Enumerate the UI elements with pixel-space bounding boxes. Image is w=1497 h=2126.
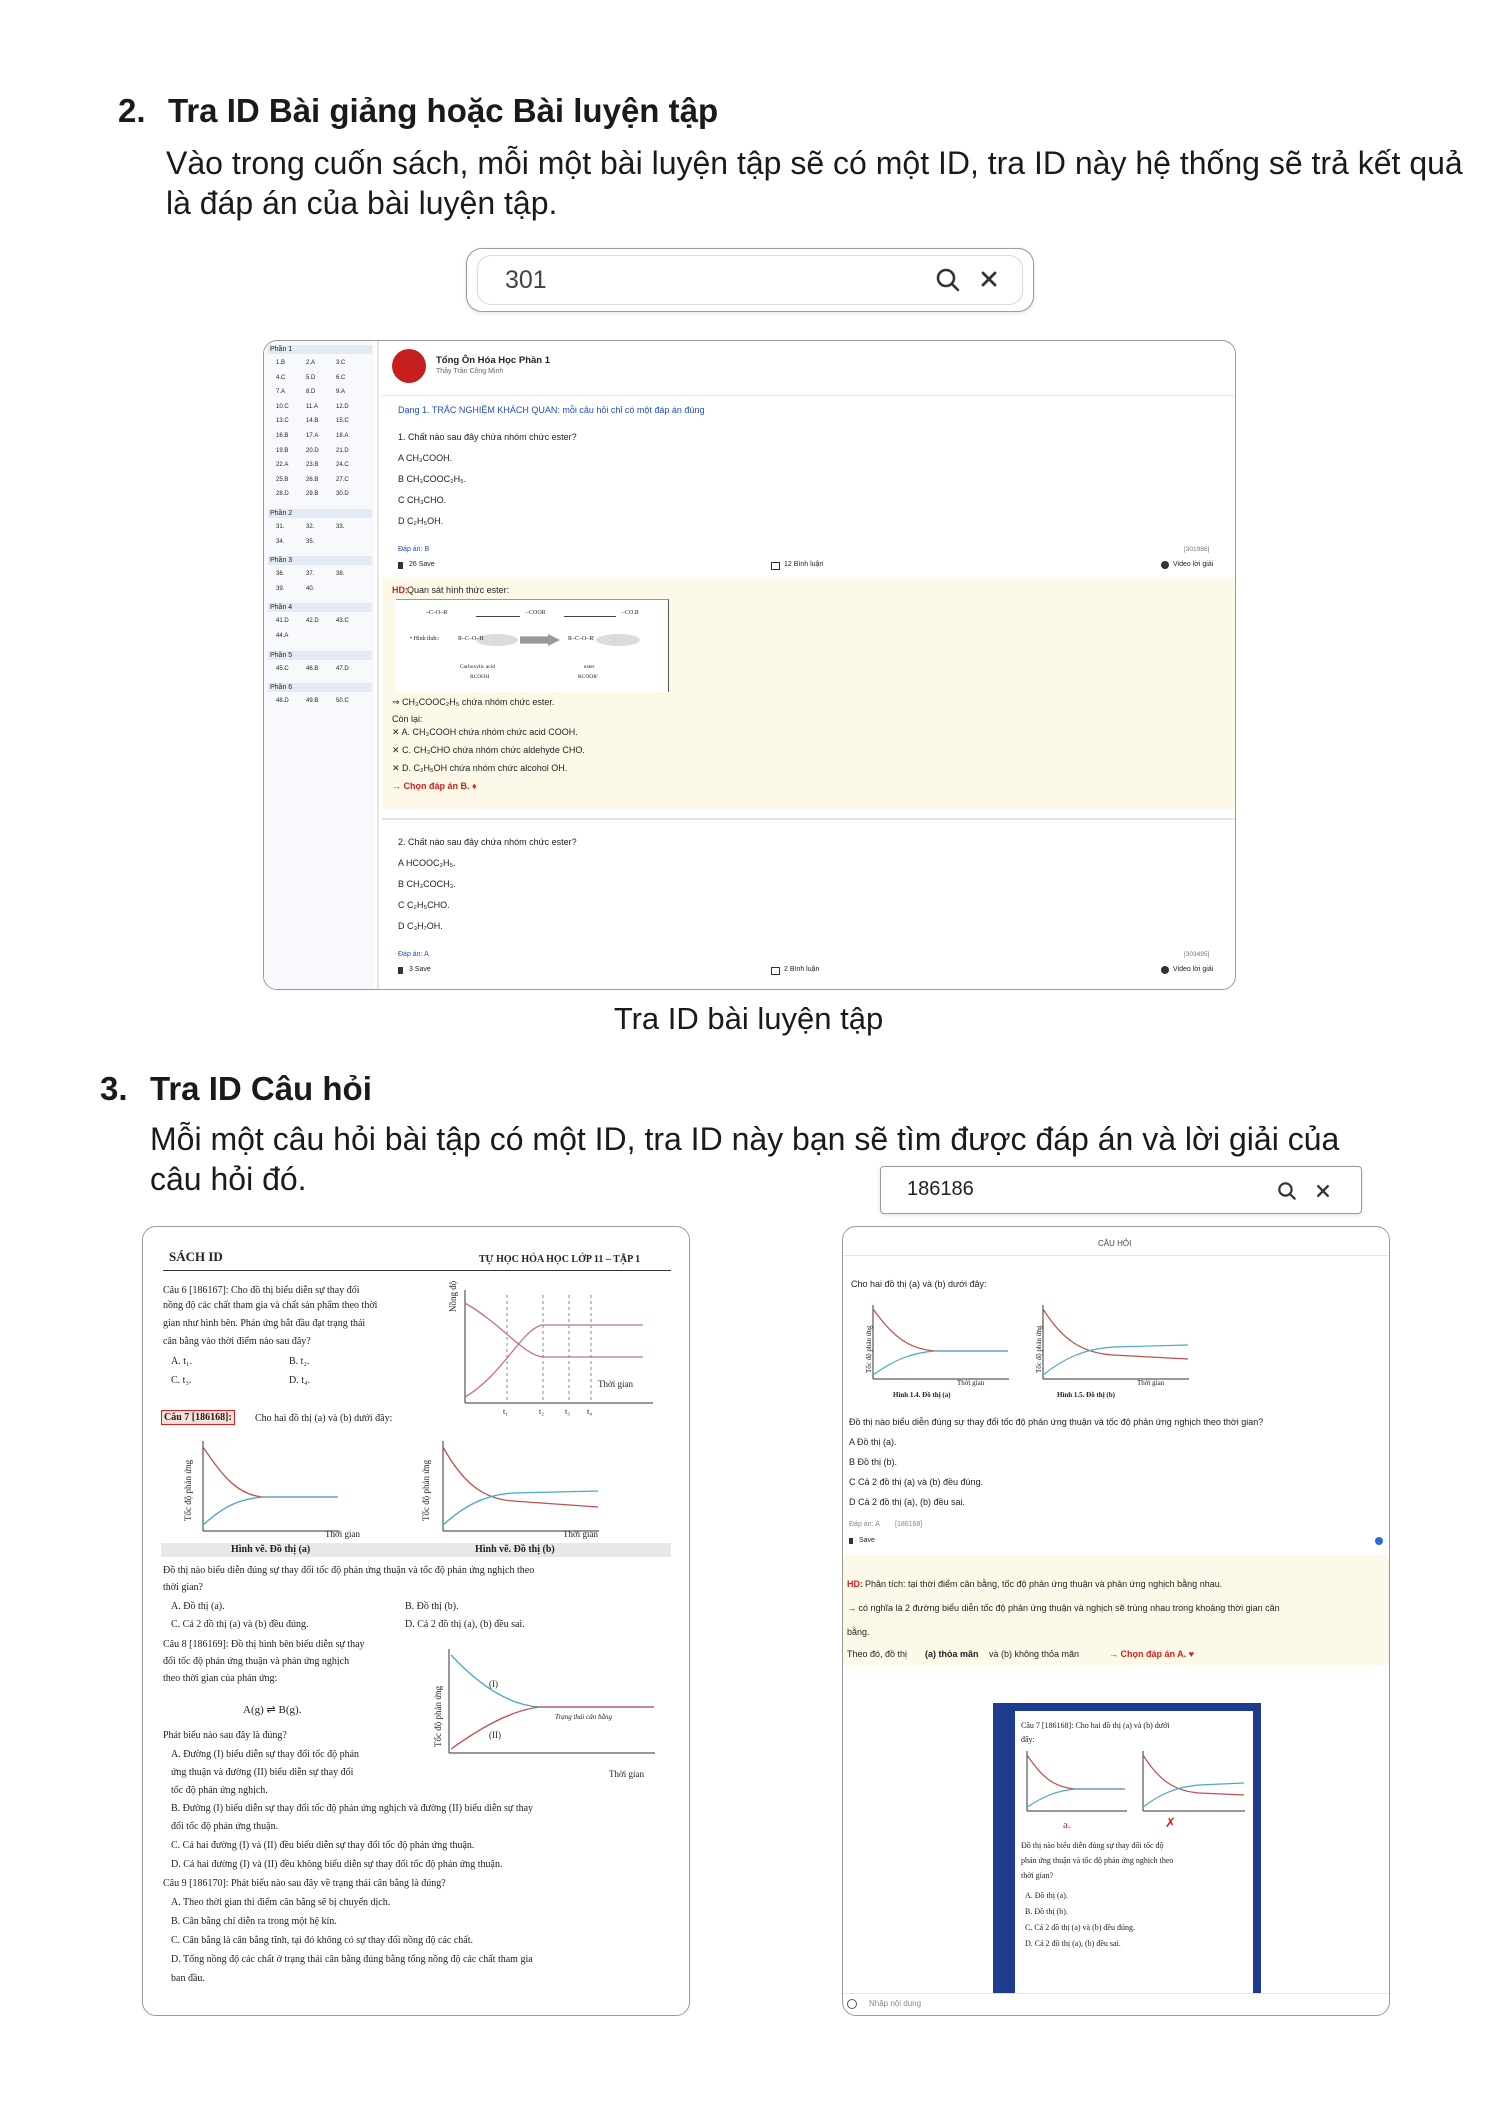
- c7-graph-a: [183, 1437, 343, 1545]
- hd-line5: ✕ D. C₂H₅OH chứa nhóm chức alcohol OH.: [392, 763, 568, 773]
- q1-answer: Đáp án: B: [398, 546, 430, 553]
- q1-option-d[interactable]: D C₂H₅OH.: [398, 516, 444, 526]
- answer-cell[interactable]: 5.D: [306, 374, 316, 381]
- q2-video[interactable]: Video lời giải: [1173, 966, 1214, 973]
- q2-id: [303495]: [1184, 951, 1210, 958]
- answer-cell[interactable]: 27.C: [336, 476, 349, 483]
- close-icon[interactable]: [979, 269, 999, 289]
- comment-icon[interactable]: [771, 967, 780, 975]
- q1-saves[interactable]: 26 Save: [409, 561, 435, 568]
- answer-cell[interactable]: 16.B: [276, 433, 289, 439]
- comment-input-icon[interactable]: [847, 1999, 857, 2009]
- answer-cell[interactable]: 17.A: [306, 433, 319, 439]
- answer-cell[interactable]: 34.: [276, 538, 285, 545]
- hd-line4: ✕ C. CH₃CHO chứa nhóm chức aldehyde CHO.: [392, 745, 585, 755]
- question-search-box[interactable]: [880, 1166, 1362, 1214]
- c6-line4: cân bằng vào thời điểm nào sau đây?: [163, 1336, 311, 1347]
- answer-cell[interactable]: 35.: [306, 538, 315, 545]
- book-logo: SÁCH ID: [169, 1249, 223, 1264]
- section3-desc-2: câu hỏi đó.: [150, 1161, 307, 1197]
- q1-id: [301986]: [1184, 546, 1210, 553]
- answer-cell[interactable]: 13.C: [276, 418, 289, 425]
- answer-cell[interactable]: 18.A: [336, 433, 349, 439]
- answer-cell[interactable]: 43.C: [336, 618, 349, 625]
- hd-line2: Còn lại:: [392, 714, 423, 724]
- answer-cell[interactable]: 32.: [306, 524, 315, 530]
- answer-cell[interactable]: 23.B: [306, 462, 319, 469]
- search-icon[interactable]: [935, 267, 961, 293]
- book-title: Tổng Ôn Hóa Học Phần 1: [436, 355, 551, 366]
- info-icon[interactable]: [1375, 1537, 1383, 1545]
- book-author: Thầy Trần Công Minh: [436, 368, 504, 375]
- q1-option-b[interactable]: B CH₃COOC₂H₅.: [398, 474, 467, 484]
- question-header: CÂU HỎI: [1098, 1239, 1132, 1248]
- book-header: TỰ HỌC HÓA HỌC LỚP 11 – TẬP 1: [479, 1254, 641, 1265]
- q1-comments[interactable]: 12 Bình luận: [784, 561, 824, 568]
- section3-desc-1: Mỗi một câu hỏi bài tập có một ID, tra ID này bạn sẽ tìm được đáp án và lời giải của: [150, 1121, 1340, 1157]
- comment-input[interactable]: Nhập nội dung: [869, 1999, 922, 2008]
- answer-part-header: Phần 2: [268, 509, 372, 518]
- question-save[interactable]: Save: [859, 1537, 875, 1544]
- hd-conclusion: → Chọn đáp án B. ♦: [392, 781, 477, 791]
- answer-cell[interactable]: 8.D: [306, 389, 316, 396]
- answer-cell[interactable]: 4.C: [276, 374, 286, 381]
- answer-cell[interactable]: 14.B: [306, 418, 319, 425]
- hd-text: Quan sát hình thức ester:: [407, 585, 510, 595]
- answer-cell[interactable]: 22.A: [276, 462, 289, 469]
- q2-option-b[interactable]: B CH₃COCH₃.: [398, 879, 456, 889]
- practice-search-input[interactable]: 301: [505, 266, 547, 294]
- q1-option-c[interactable]: C CH₃CHO.: [398, 495, 447, 505]
- section2-title: Tra ID Bài giảng hoặc Bài luyện tập: [168, 92, 719, 129]
- c6-graph: [443, 1285, 663, 1425]
- c6-line3: gian như hình bên. Phản ứng bắt đầu đạt trạng thái: [163, 1318, 366, 1329]
- answer-cell[interactable]: 26.B: [306, 476, 319, 483]
- q1-video[interactable]: Video lời giải: [1173, 561, 1214, 568]
- q2-option-d[interactable]: D C₃H₇OH.: [398, 921, 443, 931]
- answer-part-header: Phần 5: [268, 651, 372, 660]
- answer-key-list: [264, 341, 374, 989]
- practice-caption: Tra ID bài luyện tập: [613, 1001, 884, 1036]
- q2-answer: Đáp án: A: [398, 951, 429, 958]
- answer-cell[interactable]: 40.: [306, 585, 315, 592]
- answer-cell[interactable]: 44.A: [276, 633, 289, 639]
- answer-part-header: Phần 6: [268, 683, 372, 692]
- answer-cell[interactable]: 30.D: [336, 491, 349, 498]
- qa-graph-b: [1033, 1303, 1193, 1389]
- answer-part-header: Phần 3: [268, 556, 372, 565]
- q2-option-c[interactable]: C C₂H₅CHO.: [398, 900, 450, 910]
- close-icon[interactable]: [1315, 1183, 1331, 1199]
- answer-cell[interactable]: 15.C: [336, 418, 349, 425]
- answer-cell[interactable]: 45.C: [276, 665, 289, 672]
- answer-cell[interactable]: 38.: [336, 571, 345, 578]
- search-icon[interactable]: [1277, 1181, 1297, 1201]
- c8-graph: [429, 1645, 659, 1763]
- answer-cell[interactable]: 3.C: [336, 360, 346, 366]
- answer-cell[interactable]: 11.A: [306, 403, 318, 410]
- answer-cell[interactable]: 24.C: [336, 462, 349, 469]
- answer-cell[interactable]: 39.: [276, 585, 285, 592]
- bookmark-icon[interactable]: [398, 967, 403, 974]
- answer-cell[interactable]: 2.A: [306, 360, 316, 366]
- q2-saves[interactable]: 3 Save: [409, 966, 431, 973]
- photo-graphs: [1019, 1749, 1249, 1819]
- answer-part-header: Phần 1: [268, 345, 372, 354]
- answer-cell[interactable]: 12.D: [336, 403, 349, 410]
- answer-cell[interactable]: 6.C: [336, 374, 346, 381]
- c7-tag: Câu 7 [186168]:: [161, 1410, 235, 1425]
- answer-cell[interactable]: 37.: [306, 571, 315, 578]
- practice-screenshot: [263, 340, 1236, 990]
- practice-search-box[interactable]: [466, 248, 1034, 312]
- hd-line1: ⇒ CH₃COOC₂H₅ chứa nhóm chức ester.: [392, 697, 555, 707]
- bookmark-icon[interactable]: [849, 1538, 853, 1544]
- section-heading: Dạng 1. TRẮC NGHIỆM KHÁCH QUAN: mỗi câu hỏi chỉ có một đáp án đúng: [398, 405, 705, 415]
- play-icon[interactable]: [1161, 966, 1169, 974]
- answer-cell[interactable]: 48.D: [276, 698, 289, 705]
- answer-cell[interactable]: 36.: [276, 571, 285, 578]
- q2-option-a[interactable]: A HCOOC₂H₅.: [398, 858, 456, 868]
- book-page: SÁCH ID TỰ HỌC HÓA HỌC LỚP 11 – TẬP 1 Câu 6 [186167]: Cho đồ thị biểu diễn sự thay đổi nồng độ các chất tham gia và chất sản phẩm theo thời gian như hình bên. Phản ứng bắt đầu đạt trạng thái cân bằng vào thời điểm nào sau đây? A. t₁. B. t₂. C. t₃. D. t₄. Nồng độ Thời gian t₁ t₂ t₃ t₄ Câu 7 [186168]: Cho hai đồ thị (a) và (b) dưới đây: Tốc độ phản ứng Tốc độ phản ứng Thời gian Thời gian Hình vẽ. Đồ thị (a) Hình vẽ. Đồ thị (b) Đồ thị nào biểu diễn đúng sự thay đổi tốc độ phản ứng thuận và tốc độ phản ứng nghịch theo thời gian? A. Đồ thị (a). B. Đồ thị (b). C. Cả 2 đồ thị (a) và (b) đều đúng. D. Cả 2 đồ thị (a), (b) đều sai. Câu 8 [186169]: Đồ thị hình bên biểu diễn sự thay đổi tốc độ phản ứng thuận và phản ứng nghịch theo thời gian của phản ứng: A(g) ⇌ B(g). Phát biểu nào sau đây là đúng? (I) (II) Trạng thái cân bằng Tốc độ phản ứng Thời gian A. Đường (I) biểu diễn sự thay đổi tốc độ phản ứng thuận và đường (II) biểu diễn sự thay đổi tốc độ phản ứng nghịch. B. Đường (I) biểu diễn sự thay đổi tốc độ phản ứng nghịch và đường (II) biểu diễn sự thay đổi tốc độ phản ứng thuận. C. Cả hai đường (I) và (II) đều biểu diễn sự thay đổi tốc độ phản ứng thuận. D. Cả hai đường (I) và (II) đều không biểu diễn sự thay đổi tốc độ phản ứng thuận. Câu 9 [186170]: Phát biểu nào sau đây về trạng thái cân bằng là đúng? A. Theo thời gian thì điểm cân bằng sẽ bị chuyển dịch. B. Cân bằng chỉ diễn ra trong một hệ kín. C. Cân bằng là cân bằng tĩnh, tại đó không có sự thay đổi nồng độ các chất. D. Tổng nồng độ các chất ở trạng thái cân bằng đúng bằng tổng nồng độ các chất tham gia ban đầu.: [142, 1226, 690, 2016]
- q2-comments[interactable]: 2 Bình luận: [784, 966, 820, 973]
- section2-number: 2.: [118, 92, 146, 129]
- c6-line2: nồng độ các chất tham gia và chất sản phẩm theo thời: [163, 1300, 378, 1311]
- answer-cell[interactable]: 1.B: [276, 360, 286, 366]
- book-avatar: [392, 349, 426, 383]
- answer-cell[interactable]: 33.: [336, 524, 345, 530]
- answer-cell[interactable]: 19.B: [276, 447, 289, 454]
- bookmark-icon[interactable]: [398, 562, 403, 569]
- c6-line1: Câu 6 [186167]: Cho đồ thị biểu diễn sự thay đổi: [163, 1285, 360, 1296]
- answer-cell[interactable]: 29.B: [306, 491, 319, 498]
- answer-cell[interactable]: 50.C: [336, 698, 349, 705]
- hd-line3: ✕ A. CH₃COOH chứa nhóm chức acid COOH.: [392, 727, 578, 737]
- section3-number: 3.: [100, 1070, 128, 1107]
- answer-cell[interactable]: 7.A: [276, 389, 286, 396]
- q2-question: 2. Chất nào sau đây chứa nhóm chức ester?: [398, 837, 577, 847]
- section3-title: Tra ID Câu hỏi: [150, 1070, 372, 1107]
- answer-cell[interactable]: 20.D: [306, 447, 319, 454]
- answer-cell[interactable]: 49.B: [306, 698, 319, 705]
- hd-label: HD:: [392, 585, 408, 595]
- answer-cell[interactable]: 41.D: [276, 618, 289, 625]
- answer-cell[interactable]: 9.A: [336, 389, 346, 396]
- section2-desc-1: Vào trong cuốn sách, mỗi một bài luyện tập sẽ có một ID, tra ID này hệ thống sẽ trả kết quả: [166, 145, 1463, 181]
- answer-cell[interactable]: 21.D: [336, 447, 349, 454]
- section2-desc-2: là đáp án của bài luyện tập.: [166, 185, 558, 221]
- q1-question: 1. Chất nào sau đây chứa nhóm chức ester?: [398, 432, 577, 442]
- answer-cell[interactable]: 46.B: [306, 665, 319, 672]
- answer-cell[interactable]: 47.D: [336, 665, 349, 672]
- question-result-page: CÂU HỎI Cho hai đồ thị (a) và (b) dưới đây: Tốc độ phản ứng Tốc độ phản ứng Thời gian Thời gian Hình 1.4. Đồ thị (a) Hình 1.5. Đồ thị (b) Đồ thị nào biểu diễn đúng sự thay đổi tốc độ phản ứng thuận và tốc độ phản ứng nghịch theo thời gian? A Đồ thị (a). B Đồ thị (b). C Cả 2 đồ thị (a) và (b) đều đúng. D Cả 2 đồ thị (a), (b) đều sai. Đáp án: A [186168] Save HD: Phân tích: tại thời điểm cân bằng, tốc độ phản ứng thuận và phản ứng nghịch bằng nhau. → có nghĩa là 2 đường biểu diễn tốc độ phản ứng thuận và nghịch sẽ trùng nhau trong khoảng thời gian cân bằng. Theo đó, đồ thị (a) thỏa mãn và (b) không thỏa mãn → Chọn đáp án A. ♥ Câu 7 [186168]: Cho hai đồ thị (a) và (b) dưới đây: a. ✗ Đồ thị nào biểu diễn đúng sự thay đổi tốc độ phản ứng thuận và tốc độ phản ứng nghịch theo thời gian? A. Đồ thị (a). B. Đồ thị (b). C. Cả 2 đồ thị (a) và (b) đều đúng. D. Cả 2 đồ thị (a), (b) đều sai. Nhập nội dung: [842, 1226, 1390, 2016]
- answer-cell[interactable]: 10.C: [276, 403, 289, 410]
- answer-cell[interactable]: 31.: [276, 524, 285, 530]
- answer-cell[interactable]: 25.B: [276, 476, 289, 483]
- answer-part-header: Phần 4: [268, 603, 372, 612]
- ester-figure: –C–O–R –COOR –CO.R • Hình thức: R–C–O–H R–C–O–R' Carboxylic acid RCOOH ester RCOOR': [396, 599, 669, 692]
- answer-cell[interactable]: 42.D: [306, 618, 319, 625]
- play-icon[interactable]: [1161, 561, 1169, 569]
- q1-option-a[interactable]: A CH₃COOH.: [398, 453, 453, 463]
- handwritten-photo: Câu 7 [186168]: Cho hai đồ thị (a) và (b) dưới đây: a. ✗ Đồ thị nào biểu diễn đúng sự thay đổi tốc độ phản ứng thuận và tốc độ phản ứng nghịch theo thời gian? A. Đồ thị (a). B. Đồ thị (b). C. Cả 2 đồ thị (a) và (b) đều đúng. D. Cả 2 đồ thị (a), (b) đều sai.: [993, 1703, 1261, 1993]
- comment-icon[interactable]: [771, 562, 780, 570]
- answer-cell[interactable]: 28.D: [276, 491, 289, 498]
- question-search-input[interactable]: 186186: [907, 1178, 974, 1200]
- qa-graph-a: [863, 1303, 1013, 1389]
